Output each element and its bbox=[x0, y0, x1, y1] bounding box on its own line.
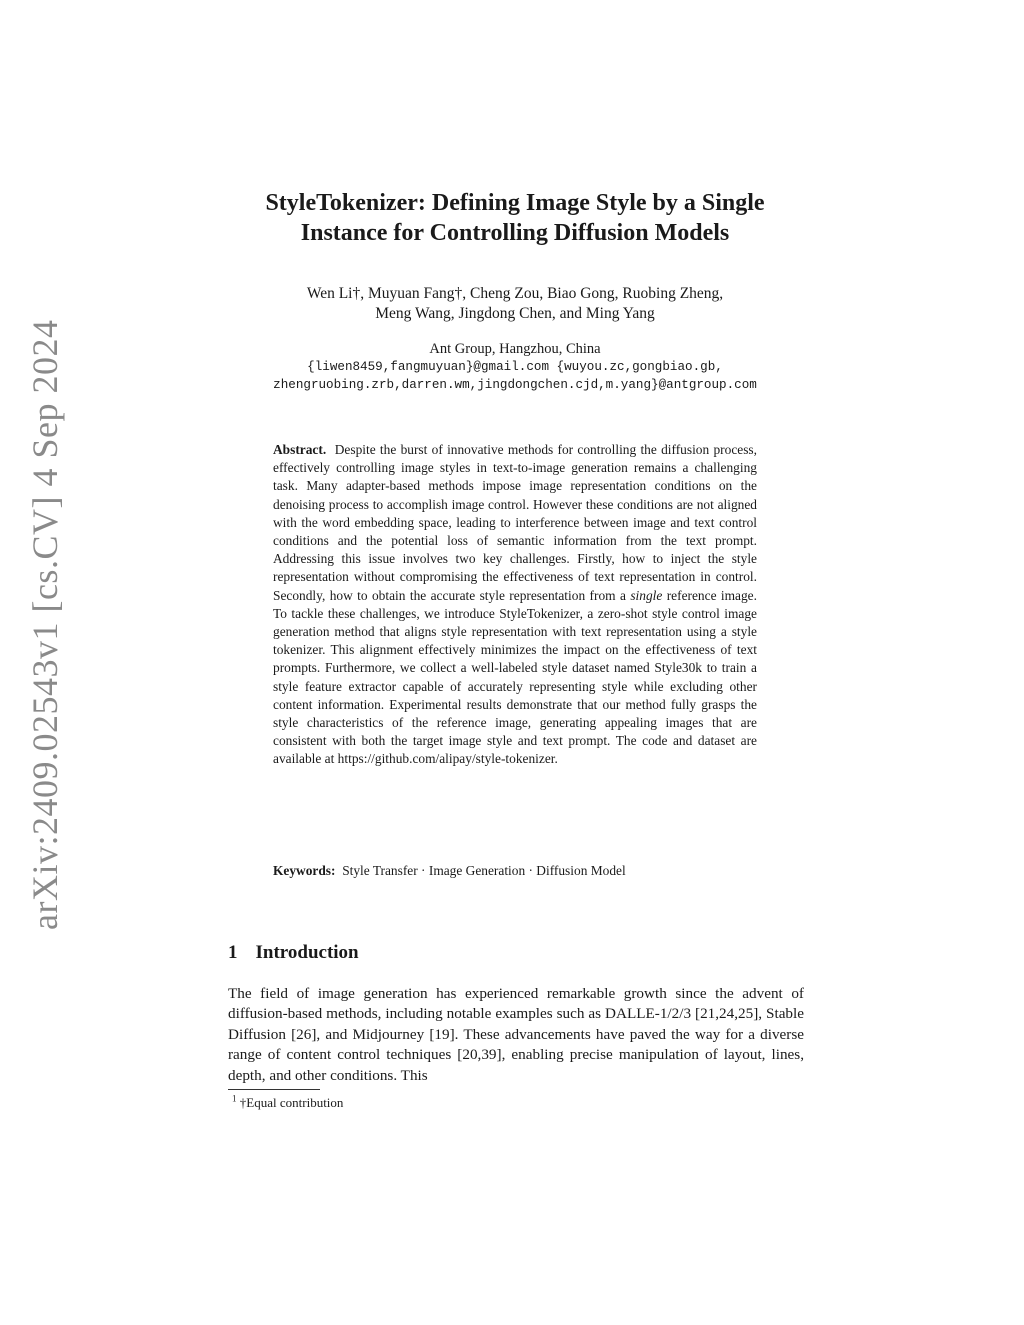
abstract-label: Abstract. bbox=[273, 442, 327, 457]
footnote-text: †Equal contribution bbox=[239, 1095, 344, 1110]
footnote-marker: 1 bbox=[232, 1093, 237, 1104]
affiliation-block bbox=[200, 340, 830, 394]
keywords-text: Style Transfer · Image Generation · Diffusion Model bbox=[342, 863, 626, 878]
abstract-emphasis-single: single bbox=[630, 587, 663, 603]
section-number: 1 bbox=[228, 942, 238, 963]
footnote bbox=[232, 1095, 343, 1111]
author-emails-line-2: zhengruobing.zrb,darren.wm,jingdongchen.cjd,m.yang}@antgroup.com bbox=[273, 378, 757, 392]
abstract-text-part-1: Despite the burst of innovative methods for controlling the diffusion process, effectively controlling image styles in text-to-image generation remains a challenging task. Many adapter-based methods impose image representation conditions on the denoising process to accomplish image control. However these conditions are not aligned with the word embedding space, leading to interference between image and text control conditions and the potential loss of semantic information from the text prompt. Addressing this issue involves two key challenges. Firstly, how to inject the style representation without compromising the effectiveness of text representation in control. Secondly, how to obtain the accurate style representation from a bbox=[273, 442, 757, 603]
abstract-text-part-2: reference image. To tackle these challenges, we introduce StyleTokenizer, a zero-shot style control image generation method that aligns style representation with text representation using a style tokenizer. This alignment effectively minimizes the impact on the effectiveness of text prompts. Furthermore, we collect a well-labeled style dataset named Style30k to train a style feature extractor capable of accurately representing style while excluding other content information. Experimental results demonstrate that our method fully grasps the style characteristics of the reference image, generating appealing images that are consistent with both the target image style and text prompt. The code and dataset are available at https://github.com/alipay/style-tokenizer. bbox=[273, 587, 757, 767]
keywords-label: Keywords: bbox=[273, 863, 336, 878]
section-title: Introduction bbox=[255, 942, 359, 963]
keywords-block bbox=[273, 862, 757, 880]
abstract-paragraph bbox=[273, 441, 757, 769]
introduction-paragraph: The field of image generation has experienced remarkable growth since the advent of diffusion-based methods, including notable examples such as DALLE-1/2/3 [21,24,25], Stable Diffusion [26], and Midjourney [19]. These advancements have paved the way for a diverse range of content control techniques [20,39], enabling precise manipulation of layout, lines, depth, and other conditions. This bbox=[228, 985, 804, 1084]
introduction-body bbox=[228, 984, 804, 1086]
author-list-line-1: Wen Li†, Muyuan Fang†, Cheng Zou, Biao Gong, Ruobing Zheng, bbox=[306, 285, 724, 302]
paper-title bbox=[180, 188, 850, 248]
institution: Ant Group, Hangzhou, China bbox=[429, 341, 601, 357]
author-emails-line-1: {liwen8459,fangmuyuan}@gmail.com {wuyou.zc,gongbiao.gb, bbox=[307, 360, 723, 374]
arxiv-identifier-stamp: arXiv:2409.02543v1 [cs.CV] 4 Sep 2024 bbox=[25, 319, 65, 930]
paper-title-line-1: StyleTokenizer: Defining Image Style by a Single bbox=[265, 190, 765, 216]
author-list-line-2: Meng Wang, Jingdong Chen, and Ming Yang bbox=[375, 305, 655, 322]
section-heading-introduction bbox=[228, 941, 359, 965]
paper-title-line-2: Instance for Controlling Diffusion Models bbox=[300, 220, 730, 246]
author-list bbox=[230, 284, 800, 324]
abstract-block bbox=[273, 441, 757, 769]
footnote-divider bbox=[228, 1089, 320, 1090]
